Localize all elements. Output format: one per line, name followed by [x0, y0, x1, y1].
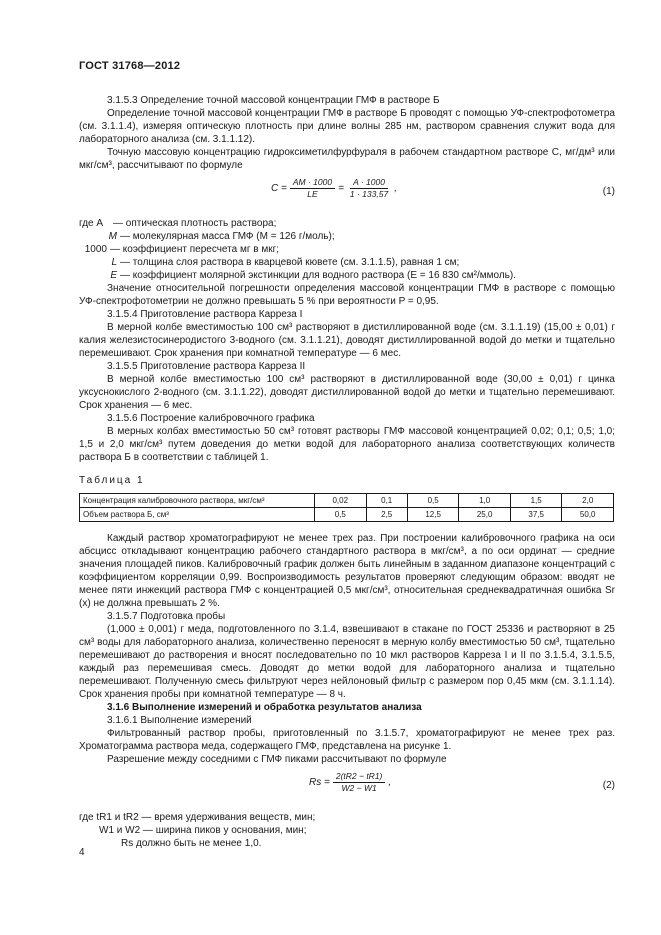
definition-text: где tR1 и tR2 — время удерживания веществ, мин;: [79, 812, 316, 823]
definition-symbol: где A: [79, 218, 104, 229]
definition-symbol: L: [111, 257, 117, 268]
fraction: [333, 771, 386, 794]
paragraph: В мерных колбах вместимостью 50 см³ готовят растворы ГМФ массовой концентрацией 0,02; 0,1; 0,5; 1,0; 1,5 и 2,0 мкг/см³ путем доведения до метки водой для лабораторного анализа соответствующих количеств раствора Б в соответствии с таблицей 1.: [79, 426, 615, 463]
document-header: ГОСТ 31768—2012: [79, 60, 181, 72]
denominator: 1 · 133,57: [349, 189, 389, 199]
table-row: [80, 508, 614, 522]
table-cell: 2,0: [562, 494, 614, 508]
section-heading: 3.1.5.5 Приготовление раствора Карреза II: [107, 361, 306, 372]
paragraph: (1,000 ± 0,001) г меда, подготовленного по 3.1.4, взвешивают в стакане по ГОСТ 25336 и растворяют в 25 см³ воды для лабораторного анализа, количественно переносят в мерную колбу вместимостью 50 см³, тщательно перемешивают до растворения и вносят последовательно по 10 мкл растворов Карреза I и II по 3.1.5.4, 3.1.5.5, каждый раз перемешивая смесь. Доводят до метки водой для лабораторного анализа и тщательно перемешивают. Полученную смесь фильтруют через нейлоновый фильтр с размером пор 0,45 мкм (см. 3.1.1.14). Срок хранения пробы при комнатной температуре — 8 ч.: [79, 624, 615, 700]
numerator: A · 1000: [350, 177, 388, 189]
definition-symbol: E: [110, 270, 117, 281]
paragraph: Фильтрованный раствор пробы, приготовленный по 3.1.5.7, хроматографируют не менее трех раз. Хроматограмма раствора меда, содержащего ГМФ, представлена на рисунке 1.: [79, 728, 615, 752]
table-cell: 0,5: [315, 508, 367, 522]
table-cell: 1,0: [459, 494, 511, 508]
formula-lhs: Rs =: [309, 777, 330, 788]
definition-text: — оптическая плотность раствора;: [113, 218, 277, 229]
paragraph: В мерной колбе вместимостью 100 см³ растворяют в дистиллированной воде (30,00 ± 0,01) г цинка уксуснокислого 2-водного (см. 3.1.1.22), доводят дистиллированной водой до метки и тщательно перемешивают. Срок хранения — 6 мес.: [79, 374, 615, 411]
definition-text: — коэффициент молярной экстинкции для водного раствора (E = 16 830 см²/ммоль).: [120, 270, 516, 281]
definition-row: [79, 230, 615, 243]
table-cell: 0,1: [366, 494, 407, 508]
paragraph: Точную массовую концентрацию гидроксиметилфурфураля в рабочем стандартном растворе С, мг/дм³ или мкг/см³, рассчитывают по формуле: [79, 147, 615, 171]
section-heading: 3.1.5.3 Определение точной массовой концентрации ГМФ в растворе Б: [107, 95, 440, 106]
table-row-label: Концентрация калибровочного раствора, мкг/см³: [80, 494, 315, 508]
page-number: 4: [79, 847, 85, 858]
table-cell: 50,0: [562, 508, 614, 522]
definition-row: [79, 824, 615, 837]
table-caption: Таблица 1: [79, 475, 145, 486]
formula-tail: ,: [388, 777, 392, 788]
numerator: AM · 1000: [290, 177, 335, 189]
section-heading: 3.1.5.4 Приготовление раствора Карреза I: [107, 309, 303, 320]
calibration-table: [79, 493, 614, 522]
formula-2: [79, 769, 615, 805]
fraction: [290, 177, 335, 200]
formula-1: [79, 175, 615, 211]
definition-text: Rs должно быть не менее 1,0.: [121, 838, 262, 849]
numerator: 2(tR2 − tR1): [333, 771, 386, 783]
definition-text: — толщина слоя раствора в кварцевой кювете (см. 3.1.1.5), равная 1 см;: [120, 257, 460, 268]
table-cell: 0,5: [407, 494, 459, 508]
formula-lhs: C =: [271, 183, 287, 194]
definitions-list: [79, 811, 615, 850]
definition-row: [79, 256, 615, 269]
paragraph: В мерной колбе вместимостью 100 см³ растворяют в дистиллированной воде (см. 3.1.1.19) (15,00 ± 0,01) г калия железистосинеродистого 3-водного (см. 3.1.1.21), доводят дистиллированной водой до метки и тщательно перемешивают. Срок хранения при комнатной температуре — 6 мес.: [79, 322, 615, 359]
paragraph: Определение точной массовой концентрации ГМФ в растворе Б проводят с помощью УФ-спектрофотометра (см. 3.1.1.4), измеряя оптическую плотность при длине волны 285 нм, раствором сравнения служит вода для лабораторного анализа (см. 3.1.1.12).: [79, 108, 615, 145]
fraction: [347, 177, 391, 200]
definition-row: [79, 837, 615, 850]
definition-text: — молекулярная масса ГМФ (М = 126 г/моль);: [120, 231, 335, 242]
section-heading: 3.1.5.7 Подготовка пробы: [107, 611, 226, 622]
definition-symbol: M: [108, 231, 117, 242]
formula-number: (2): [602, 780, 615, 791]
definition-row: [79, 243, 615, 256]
table-cell: 25,0: [459, 508, 511, 522]
table-cell: 37,5: [510, 508, 562, 522]
denominator: LE: [307, 189, 318, 199]
section-heading: 3.1.6 Выполнение измерений и обработка результатов анализа: [107, 702, 422, 713]
table-row-label: Объем раствора Б, см³: [80, 508, 315, 522]
definition-text: W1 и W2 — ширина пиков у основания, мин;: [99, 825, 307, 836]
formula-number: (1): [602, 186, 615, 197]
denominator: W2 − W1: [341, 783, 377, 793]
definition-row: [79, 269, 615, 282]
formula-eq: =: [338, 183, 344, 194]
formula-tail: ,: [394, 183, 397, 194]
page-body: [79, 94, 615, 850]
definition-row: [79, 217, 615, 230]
definitions-list: [79, 217, 615, 282]
table-cell: 0,02: [315, 494, 367, 508]
paragraph: Значение относительной погрешности определения массовой концентрации ГМФ в растворе с помощью УФ-спектрофотометрии не должно превышать 5 % при вероятности P = 0,95.: [79, 283, 615, 307]
table-row: [80, 494, 614, 508]
table-cell: 2,5: [366, 508, 407, 522]
section-heading: 3.1.5.6 Построение калибровочного графика: [107, 413, 315, 424]
definition-row: [79, 811, 615, 824]
section-heading: 3.1.6.1 Выполнение измерений: [107, 715, 252, 726]
table-cell: 12,5: [407, 508, 459, 522]
table-cell: 1,5: [510, 494, 562, 508]
paragraph: Разрешение между соседними с ГМФ пиками рассчитывают по формуле: [107, 754, 447, 765]
paragraph: Каждый раствор хроматографируют не менее трех раз. При построении калибровочного графика на оси абсцисс откладывают концентрацию рабочего стандартного раствора в мкг/см³, а по оси ординат — средние значения площадей пиков. Калибровочный график должен быть линейным в заданном диапазоне концентраций с коэффициентом корреляции 0,99. Воспроизводимость результатов проверяют следующим образом: вводят не менее пяти инжекций раствора ГМФ с концентрацией 0,5 мкг/см³, относительная среднеквадратичная ошибка Sr (x) не должна превышать 2 %.: [79, 533, 615, 609]
definition-text: — коэффициент пересчета мг в мкг;: [110, 244, 280, 255]
definition-symbol: 1000: [84, 244, 107, 255]
